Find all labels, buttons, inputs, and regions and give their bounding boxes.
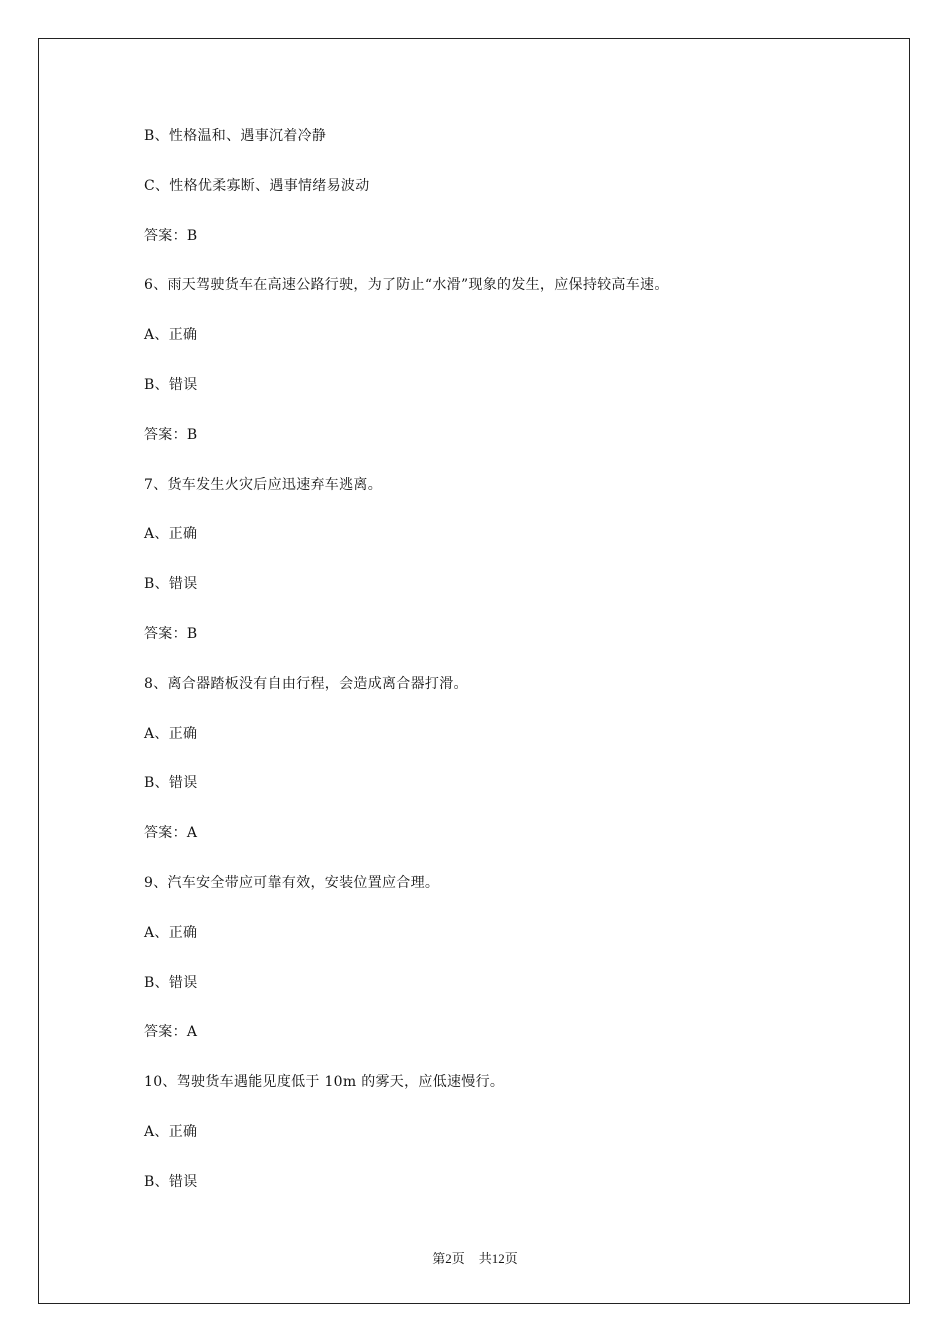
answer-line: 答案：A [144, 1024, 198, 1041]
option-b-line: B、错误 [144, 775, 198, 792]
option-b-line: B、错误 [144, 1173, 198, 1190]
total-pages: 共12页 [478, 1251, 518, 1266]
option-b-line: B、错误 [144, 974, 198, 991]
option-a-line: A、正确 [144, 924, 198, 941]
option-a-line: A、正确 [144, 526, 198, 543]
option-b-line: B、错误 [144, 376, 198, 393]
option-c-line: C、性格优柔寡断、遇事情绪易波动 [144, 177, 370, 194]
answer-line: 答案：B [144, 625, 198, 642]
answer-line: 答案：A [144, 825, 198, 842]
page-number: 第2页 [432, 1251, 465, 1266]
document-body [144, 126, 864, 1222]
answer-line: 答案：B [144, 227, 198, 244]
option-a-line: A、正确 [144, 327, 198, 344]
page-footer [0, 1248, 950, 1267]
question-8: 8、离合器踏板没有自由行程，会造成离合器打滑。 [144, 675, 468, 692]
option-a-line: A、正确 [144, 1123, 198, 1140]
question-10: 10、驾驶货车遇能见度低于 10m 的雾天，应低速慢行。 [144, 1074, 505, 1091]
option-b-line: B、性格温和、遇事沉着冷静 [144, 128, 327, 144]
answer-line: 答案：B [144, 426, 198, 443]
option-b-line: B、错误 [144, 576, 198, 593]
question-6: 6、雨天驾驶货车在高速公路行驶，为了防止“水滑”现象的发生，应保持较高车速。 [144, 277, 669, 294]
question-7: 7、货车发生火灾后应迅速弃车逃离。 [144, 476, 383, 493]
option-a-line: A、正确 [144, 725, 198, 742]
question-9: 9、汽车安全带应可靠有效，安装位置应合理。 [144, 874, 440, 891]
